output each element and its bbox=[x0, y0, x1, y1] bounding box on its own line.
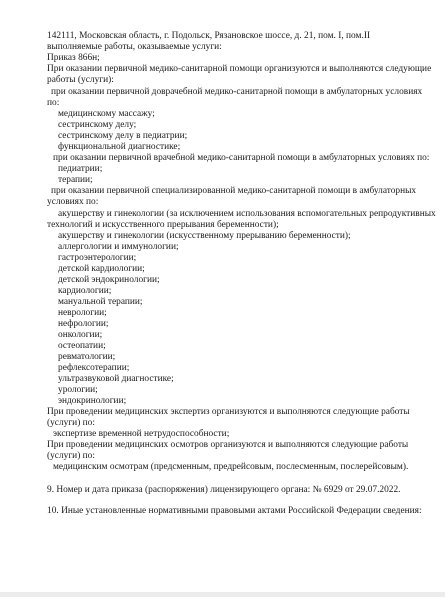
list-item: медицинскому массажу; bbox=[58, 109, 155, 119]
list-item: экспертизе временной нетрудоспособности; bbox=[53, 429, 230, 439]
list-item: ультразвуковой диагностике; bbox=[58, 374, 174, 384]
list-item: сестринскому делу в педиатрии; bbox=[58, 131, 188, 141]
list-item: педиатрии; bbox=[58, 164, 103, 174]
expertise-heading: При проведении медицинских экспертиз организуются и выполняются следующие работы bbox=[47, 407, 410, 417]
order-reference: Приказ 866н; bbox=[47, 53, 100, 63]
works-heading: выполняемые работы, оказываемые услуги: bbox=[47, 42, 222, 52]
list-item: ревматологии; bbox=[58, 352, 116, 362]
list-item: медицинским осмотрам (предсменным, предрейсовым, послесменным, послерейсовым). bbox=[53, 462, 409, 472]
list-item: гастроэнтерологии; bbox=[58, 253, 137, 263]
list-item: сестринскому делу; bbox=[58, 120, 137, 130]
examinations-heading: При проведении медицинских осмотров организуются и выполняются следующие работы bbox=[47, 440, 409, 450]
physician-care-heading: при оказании первичной врачебной медико-санитарной помощи в амбулаторных условиях по: bbox=[53, 153, 430, 163]
page-bottom-edge bbox=[0, 592, 445, 597]
list-item: остеопатии; bbox=[58, 341, 106, 351]
list-item: акушерству и гинекологии (за исключением использования вспомогательных репродуктивных bbox=[58, 209, 436, 219]
expertise-heading-continued: (услуги) по: bbox=[47, 418, 95, 428]
pre-medical-care-heading: при оказании первичной доврачебной медико-санитарной помощи в амбулаторных условиях bbox=[51, 87, 423, 97]
specialized-care-heading: при оказании первичной специализированной медико-санитарной помощи в амбулаторных bbox=[51, 186, 417, 196]
list-item-continued: технологий и искусственного прерывания беременности); bbox=[47, 220, 279, 230]
primary-care-intro-continued: работы (услуги): bbox=[47, 75, 114, 85]
section-10-other-info: 10. Иные установленные нормативными правовыми актами Российской Федерации сведения: bbox=[47, 506, 422, 516]
list-item: акушерству и гинекологии (искусственному прерыванию беременности); bbox=[58, 231, 351, 241]
list-item: онкологии; bbox=[58, 330, 103, 340]
specialized-care-heading-continued: условиях по: bbox=[47, 197, 99, 207]
list-item: нефрологии; bbox=[58, 319, 109, 329]
list-item: детской кардиологии; bbox=[58, 264, 145, 274]
list-item: урологии; bbox=[58, 385, 98, 395]
list-item: кардиологии; bbox=[58, 286, 112, 296]
primary-care-intro: При оказании первичной медико-санитарной помощи организуются и выполняются следующие bbox=[47, 64, 432, 74]
list-item: функциональной диагностике; bbox=[58, 142, 181, 152]
address-line: 142111, Московская область, г. Подольск, Рязановское шоссе, д. 21, пом. I, пом.II bbox=[47, 31, 371, 41]
list-item: рефлексотерапии; bbox=[58, 363, 130, 373]
list-item: мануальной терапии; bbox=[58, 297, 143, 307]
list-item: аллергологии и иммунологии; bbox=[58, 242, 179, 252]
list-item: терапии; bbox=[58, 175, 93, 185]
list-item: неврологии; bbox=[58, 308, 107, 318]
pre-medical-care-heading-continued: по: bbox=[47, 98, 60, 108]
section-9-order-number: 9. Номер и дата приказа (распоряжения) лицензирующего органа: № 6929 от 29.07.2022. bbox=[47, 485, 401, 495]
examinations-heading-continued: (услуги) по: bbox=[47, 451, 95, 461]
list-item: эндокринологии; bbox=[58, 396, 127, 406]
list-item: детской эндокринологии; bbox=[58, 275, 160, 285]
